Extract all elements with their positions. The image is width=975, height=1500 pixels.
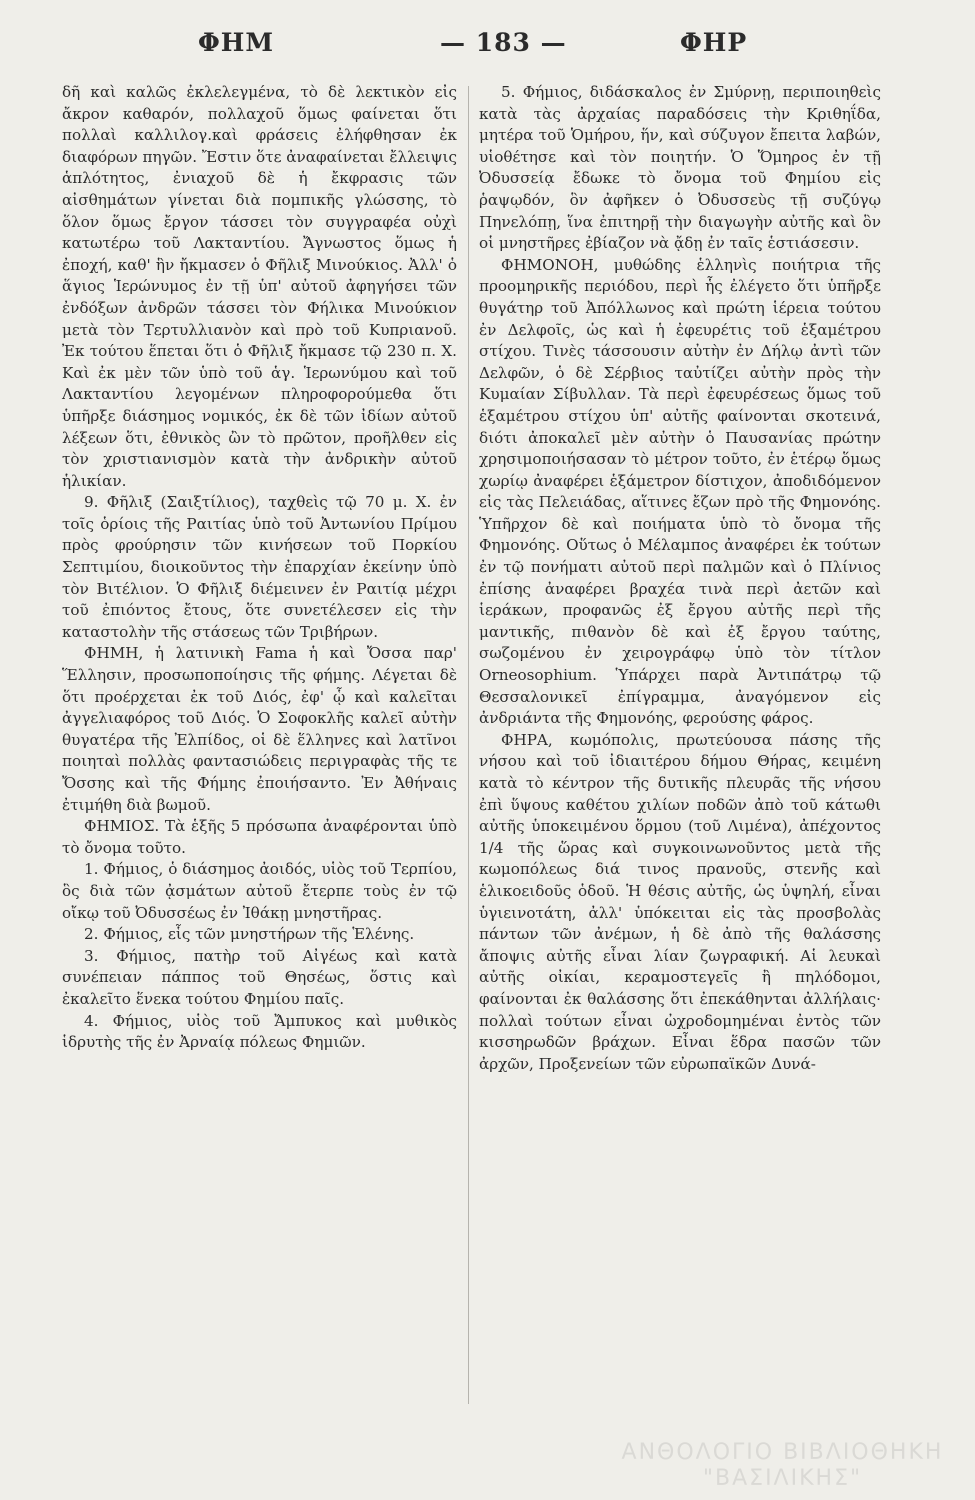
left-column bbox=[62, 82, 457, 1054]
page-header bbox=[60, 28, 920, 68]
right-column bbox=[479, 82, 881, 1075]
paragraph-fimi: ΦΗΜΗ, ἡ λατινικὴ Fama ἡ καὶ Ὄσσα παρ' Ἕλλησιν, προσωποποίησις τῆς φήμης. Λέγεται δὲ ὅτι προέρχεται ἐκ τοῦ Διός, ἐφ' ᾧ καὶ καλεῖται ἀγγελιαφόρος τοῦ Διός. Ὁ Σοφοκλῆς καλεῖ αὐτὴν θυγατέρα τῆς Ἐλπίδος, οἱ δὲ ἕλληνες καὶ λατῖνοι ποιηταὶ πολλὰς φαντασιώδεις περιγραφὰς τῆς τε Ὄσσης καὶ τῆς Φήμης ἐποιήσαντο. Ἐν Ἀθήναις ἐτιμήθη διὰ βωμοῦ. bbox=[62, 644, 457, 814]
paragraph-fimios-1: 1. Φήμιος, ὁ διάσημος ἀοιδός, υἱὸς τοῦ Τερπίου, ὃς διὰ τῶν ᾀσμάτων αὐτοῦ ἔτερπε τοὺς ἐν τῷ οἴκῳ τοῦ Ὀδυσσέως ἐν Ἰθάκῃ μνηστῆρας. bbox=[62, 860, 457, 922]
paragraph-fimios-3: 3. Φήμιος, πατὴρ τοῦ Αἰγέως καὶ κατὰ συνέπειαν πάππος τοῦ Θησέως, ὅστις καὶ ἐκαλεῖτο ἕνεκα τούτου Φημίου παῖς. bbox=[62, 946, 457, 1008]
page-number: — 183 — bbox=[440, 28, 567, 57]
paragraph-fimonoi: ΦΗΜΟΝΟΗ, μυθώδης ἑλληνὶς ποιήτρια τῆς προομηρικῆς περιόδου, περὶ ἧς ἐλέγετο ὅτι ὑπῆρξε θυγάτηρ τοῦ Ἀπόλλωνος καὶ πρώτη ἱέρεια τούτου ἐν Δελφοῖς, ὡς καὶ ἡ ἐφευρέτις τοῦ ἑξαμέτρου στίχου. Τινὲς τάσσουσιν αὐτὴν ἐν Δήλῳ ἀντὶ τῶν Δελφῶν, ὁ δὲ Σέρβιος ταὐτίζει αὐτὴν πρὸς τὴν Κυμαίαν Σίβυλλαν. Τὰ περὶ ἐφευρέσεως ὅμως τοῦ ἑξαμέτρου στίχου ὑπ' αὐτῆς φαίνονται σκοτεινά, διότι ἀποκαλεῖ μὲν αὐτὴν ὁ Παυσανίας πρώτην χρησιμοποιήσασαν τὸ μέτρον τοῦτο, ἐν ἑτέρῳ ὅμως χωρίῳ ἀναφέρει ἑξάμετρον δίστιχον, ἀποδιδόμενον εἰς τὰς Πελειάδας, αἵτινες ἔζων πρὸ τῆς Φημονόης. Ὑπῆρχον δὲ καὶ ποιήματα ὑπὸ τὸ ὄνομα τῆς Φημονόης. Οὕτως ὁ Μέλαμπος ἀναφέρει ἐκ τούτων ἐν τῷ πονήματι αὐτοῦ περὶ παλμῶν καὶ ὁ Πλίνιος ἐπίσης ἀναφέρει βραχέα τινὰ περὶ ἀετῶν καὶ ἱεράκων, προφανῶς ἐξ ἔργου αὐτῆς περὶ τῆς μαντικῆς, πιθανὸν δὲ καὶ ἐξ ἔργου ταύτης, σωζομένου ἐν χειρογράφῳ ὑπὸ τὸν τίτλον Orneosophium. Ὑπάρχει παρὰ Ἀντιπάτρῳ τῷ Θεσσαλονικεῖ ἐπίγραμμα, ἀναγόμενον εἰς ἀνδριάντα τῆς Φημονόης, φερούσης φάρος. bbox=[479, 255, 881, 728]
paragraph-felix-continued: δῆ καὶ καλῶς ἐκλελεγμένα, τὸ δὲ λεκτικὸν εἰς ἄκρον καθαρόν, πολλαχοῦ ὅμως φαίνεται ὅτι πολλαὶ καλλιλογ.καὶ φράσεις ἐλήφθησαν ἐκ διαφόρων πηγῶν. Ἔστιν ὅτε ἀναφαίνεται ἔλλειψις ἁπλότητος, ἐνιαχοῦ δὲ ἡ ἔκφρασις τῶν αἰσθημάτων γίνεται διὰ πομπικῆς γλώσσης, τὸ ὅλον ὅμως ἔργον τάσσει τὸν συγγραφέα οὐχὶ κατωτέρω τοῦ Λακταντίου. Ἄγνωστος ὅμως ἡ ἐποχή, καθ' ἣν ἤκμασεν ὁ Φῆλιξ Μινούκιος. Ἀλλ' ὁ ἅγιος Ἱερώνυμος ἐν τῇ ὑπ' αὐτοῦ ἀφηγήσει τῶν ἐνδόξων ἀνδρῶν τάσσει τὸν Φήλικα Μινούκιον μετὰ τὸν Τερτυλλιανὸν καὶ πρὸ τοῦ Κυπριανοῦ. Ἐκ τούτου ἕπεται ὅτι ὁ Φῆλιξ ἤκμασε τῷ 230 π. Χ. Καὶ ἐκ μὲν τῶν ὑπὸ τοῦ ἁγ. Ἱερωνύμου καὶ τοῦ Λακταντίου λεγομένων πληροφορούμεθα ὅτι ὑπῆρξε διάσημος νομικός, ἐκ δὲ τῶν ἰδίων αὐτοῦ λέξεων ὅτι, ἐθνικὸς ὢν τὸ πρῶτον, προῆλθεν εἰς τὸν χριστιανισμὸν κατὰ τὴν ἀνδρικὴν αὐτοῦ ἡλικίαν. bbox=[62, 83, 458, 490]
library-watermark: ΑΝΘΟΛΟΓΙΟ ΒΙΒΛΙΟΘΗΚΗ "ΒΑΣΙΛΙΚΗΣ" bbox=[621, 1440, 944, 1491]
paragraph-fimios-2: 2. Φήμιος, εἷς τῶν μνηστήρων τῆς Ἑλένης. bbox=[84, 925, 415, 944]
paragraph-fimios-4: 4. Φήμιος, υἱὸς τοῦ Ἄμπυκος καὶ μυθικὸς ἱδρυτὴς τῆς ἐν Ἀρναίᾳ πόλεως Φημιῶν. bbox=[62, 1011, 457, 1052]
column-divider bbox=[468, 86, 469, 1404]
paragraph-fimios-5: 5. Φήμιος, διδάσκαλος ἐν Σμύρνῃ, περιποιηθεὶς κατὰ τὰς ἀρχαίας παραδόσεις τὴν Κριθηΐδα, μητέρα τοῦ Ὁμήρου, ἥν, καὶ σύζυγον ἔπειτα λαβών, υἱοθέτησε καὶ τὸν ποιητήν. Ὁ Ὅμηρος ἐν τῇ Ὀδυσσείᾳ ἔδωκε τὸ ὄνομα τοῦ Φημίου εἰς ῥαψῳδόν, ὃν ἀφῆκεν ὁ Ὀδυσσεὺς τῇ συζύγῳ Πηνελόπῃ, ἵνα ἐπιτηρῇ τὴν διαγωγὴν αὐτῆς καὶ ὃν οἱ μνηστῆρες ἐβίαζον νὰ ᾄδῃ ἐν ταῖς ἑστιάσεσιν. bbox=[479, 83, 881, 253]
header-left-keyword: ΦΗΜ bbox=[198, 28, 275, 57]
header-right-keyword: ΦΗΡ bbox=[680, 28, 748, 57]
paragraph-felix-9: 9. Φῆλιξ (Σαιξτίλιος), ταχθεὶς τῷ 70 μ. Χ. ἐν τοῖς ὁρίοις τῆς Ραιτίας ὑπὸ τοῦ Ἀντωνίου Πρίμου πρὸς φρούρησιν τῶν κινήσεων τοῦ Πορκίου Σεπτιμίου, διοικοῦντος τὴν ἐπαρχίαν ἐκείνην ὑπὸ τὸν Βιτέλιον. Ὁ Φῆλιξ διέμεινεν ἐν Ραιτίᾳ μέχρι τοῦ ἐπιόντος ἔτους, ὅτε συνετέλεσεν εἰς τὴν καταστολὴν τῆς στάσεως τῶν Τριβήρων. bbox=[62, 493, 457, 641]
paragraph-fimios: ΦΗΜΙΟΣ. Τὰ ἑξῆς 5 πρόσωπα ἀναφέρονται ὑπὸ τὸ ὄνομα τοῦτο. bbox=[62, 817, 457, 857]
paragraph-fira: ΦΗΡΑ, κωμόπολις, πρωτεύουσα πάσης τῆς νήσου καὶ τοῦ ἰδιαιτέρου δήμου Θήρας, κειμένη κατὰ τὸ κέντρον τῆς δυτικῆς πλευρᾶς τῆς νήσου ἐπὶ ὕψους καθέτου χιλίων ποδῶν ἀπὸ τοῦ κάτωθι αὐτῆς ὑποκειμένου ὅρμου (τοῦ Λιμένα), ἀπέχοντος 1/4 τῆς ὥρας καὶ συγκοινωνοῦντος μετὰ τῆς κωμοπόλεως διά τινος πρανοῦς, στενῆς καὶ ἑλικοειδοῦς ὁδοῦ. Ἡ θέσις αὐτῆς, ὡς ὑψηλή, εἶναι ὑγιεινοτάτη, ἀλλ' ὑπόκειται εἰς τὰς προσβολὰς πάντων τῶν ἀνέμων, ἡ δὲ ἀπὸ τῆς θαλάσσης ἄποψις αὐτῆς εἶναι λίαν ζωγραφική. Αἱ λευκαὶ αὐτῆς οἰκίαι, κεραμοστεγεῖς ἢ πηλόδομοι, φαίνονται ἐκ θαλάσσης ὅτι ἐπεκάθηνται ἀλλήλαις· πολλαὶ τούτων εἶναι ὠχροδομημέναι ἐντὸς τῶν κισσηρωδῶν βράχων. Εἶναι ἕδρα πασῶν τῶν ἀρχῶν, Προξενείων τῶν εὐρωπαϊκῶν Δυνά- bbox=[479, 730, 881, 1073]
